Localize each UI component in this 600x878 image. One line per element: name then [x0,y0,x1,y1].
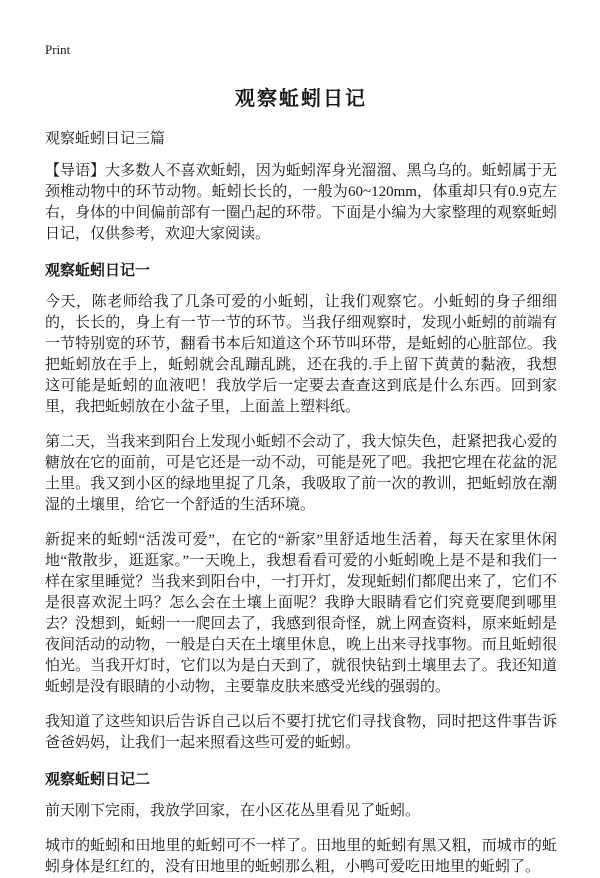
diary1-paragraph-3: 新捉来的蚯蚓“活泼可爱”，在它的“新家”里舒适地生活着，每天在家里休闲地“散散步，逛逛家。”一天晚上，我想看看可爱的小蚯蚓晚上是不是和我们一样在家里睡觉？当我来到阳台中，一打开灯，发现蚯蚓们都爬出来了，它们不是很喜欢泥土吗？怎么会在土壤上面呢？我睁大眼睛看它们究竟要爬到哪里去？没想到，蚯蚓一一爬回去了，我感到很奇怪，就上网查资料，原来蚯蚓是夜间活动的动物，一般是白天在土壤里休息，晚上出来寻找事物。而且蚯蚓很怕光。当我开灯时，它们以为是白天到了，就很快钻到土壤里去了。我还知道蚯蚓是没有眼睛的小动物，主要靠皮肤来感受光线的强弱的。 [45,532,557,695]
section-heading-diary-1: 观察蚯蚓日记一 [45,263,151,279]
section-heading-diary-2: 观察蚯蚓日记二 [45,772,151,788]
diary2-paragraph-2: 城市的蚯蚓和田地里的蚯蚓可不一样了。田地里的蚯蚓有黑又粗，而城市的蚯蚓身体是红红的，没有田地里的蚯蚓那么粗，小鸭可爱吃田地里的蚯蚓了。 [45,838,557,875]
diary1-paragraph-2: 第二天，当我来到阳台上发现小蚯蚓不会动了，我大惊失色，赶紧把我心爱的糖放在它的面前，可是它还是一动不动，可能是死了吧。我把它埋在花盆的泥土里。我又到小区的绿地里捉了几条，我吸取了前一次的教训，把蚯蚓放在潮湿的土壤里，给它一个舒适的生活环境。 [45,434,557,513]
subtitle: 观察蚯蚓日记三篇 [45,131,166,147]
intro-paragraph: 【导语】大多数人不喜欢蚯蚓，因为蚯蚓浑身光溜溜、黑乌乌的。蚯蚓属于无颈椎动物中的环节动物。蚯蚓长长的，一般为60~120mm，体重却只有0.9克左右，身体的中间偏前部有一圈凸起的环带。下面是小编为大家整理的观察蚯蚓日记，仅供参考，欢迎大家阅读。 [45,163,557,242]
diary1-paragraph-4: 我知道了这些知识后告诉自己以后不要打扰它们寻找食物，同时把这件事告诉爸爸妈妈，让我们一起来照看这些可爱的蚯蚓。 [45,714,557,751]
diary2-paragraph-1: 前天刚下完雨，我放学回家，在小区花丛里看见了蚯蚓。 [45,803,421,819]
diary1-paragraph-1: 今天，陈老师给我了几条可爱的小蚯蚓，让我们观察它。小蚯蚓的身子细细的，长长的，身上有一节一节的环节。当我仔细观察时，发现小蚯蚓的前端有一节特别宽的环节，翻看书本后知道这个环节叫环带，是蚯蚓的心脏部位。我把蚯蚓放在手上，蚯蚓就会乱蹦乱跳，还在我的.手上留下黄黄的黏液，我想这可能是蚯蚓的血液吧！我放学后一定要去查查这到底是什么东西。回到家里，我把蚯蚓放在小盆子里，上面盖上塑料纸。 [45,294,557,415]
page-title: 观察蚯蚓日记 [235,88,367,110]
print-link[interactable]: Print [45,42,71,57]
